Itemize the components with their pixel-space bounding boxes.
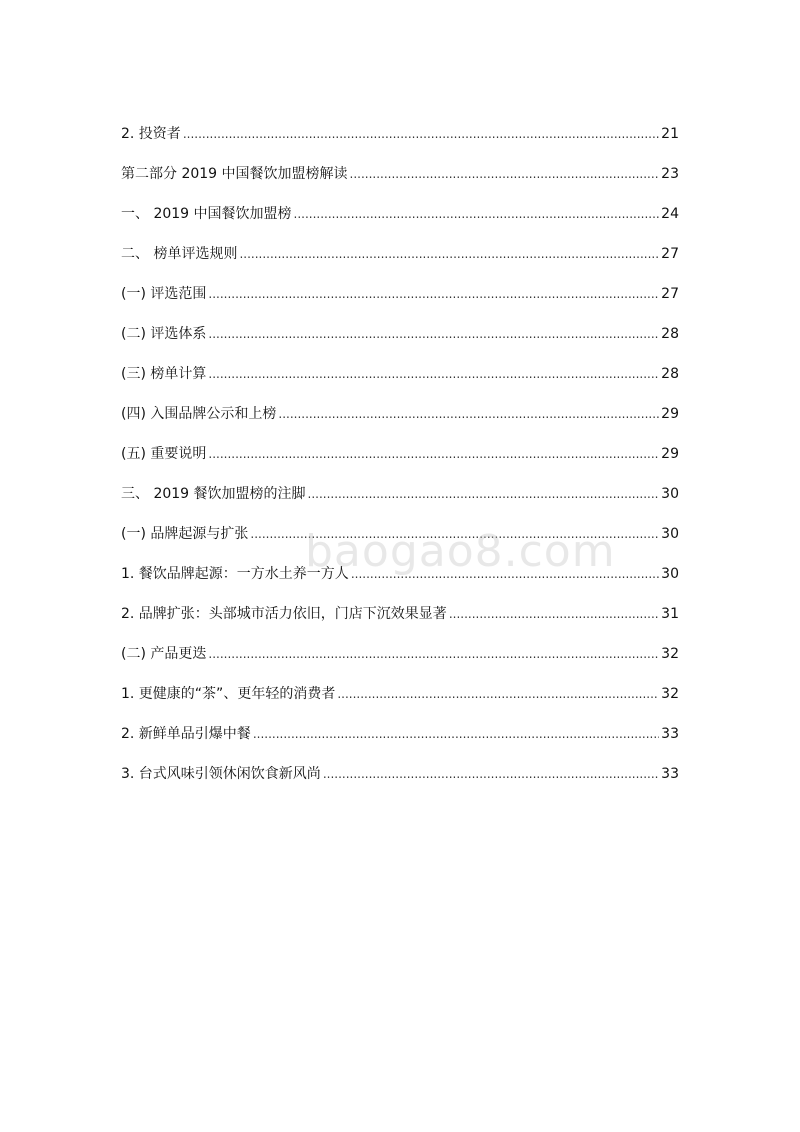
toc-entry-title: (五) 重要说明 — [121, 446, 207, 462]
toc-entry[interactable] — [121, 224, 679, 264]
toc-entry-page: 28 — [661, 366, 679, 382]
toc-entry-title: (一) 评选范围 — [121, 286, 207, 302]
toc-entry-title: (三) 榜单计算 — [121, 366, 207, 382]
toc-entry-title: 2. 品牌扩张：头部城市活力依旧，门店下沉效果显著 — [121, 606, 447, 622]
toc-entry[interactable] — [121, 744, 679, 784]
toc-entry-page: 23 — [661, 166, 679, 182]
toc-entry-page: 32 — [661, 686, 679, 702]
toc-dot-leader — [278, 404, 659, 424]
toc-entry-page: 29 — [661, 406, 679, 422]
toc-entry-title: 一、 2019 中国餐饮加盟榜 — [121, 206, 292, 222]
toc-entry-title: (一) 品牌起源与扩张 — [121, 526, 249, 542]
toc-entry-title: (四) 入围品牌公示和上榜 — [121, 406, 277, 422]
toc-dot-leader — [208, 644, 659, 664]
toc-dot-leader — [208, 324, 659, 344]
watermark: baogao8.com — [305, 526, 616, 577]
toc-dot-leader — [208, 284, 659, 304]
toc-entry-page: 30 — [661, 566, 679, 582]
toc-entry-page: 21 — [661, 126, 679, 142]
toc-entry[interactable] — [121, 504, 679, 544]
toc-entry-title: 三、 2019 餐饮加盟榜的注脚 — [121, 486, 306, 502]
toc-entry[interactable] — [121, 304, 679, 344]
toc-entry-page: 31 — [661, 606, 679, 622]
toc-entry-title: (二) 评选体系 — [121, 326, 207, 342]
toc-dot-leader — [351, 564, 659, 584]
toc-entry-title: (二) 产品更迭 — [121, 646, 207, 662]
toc-dot-leader — [308, 484, 659, 504]
toc-dot-leader — [253, 724, 659, 744]
toc-dot-leader — [350, 164, 659, 184]
table-of-contents — [121, 104, 679, 784]
toc-entry-page: 27 — [661, 286, 679, 302]
toc-entry[interactable] — [121, 264, 679, 304]
toc-entry[interactable] — [121, 144, 679, 184]
toc-entry-title: 第二部分 2019 中国餐饮加盟榜解读 — [121, 166, 348, 182]
toc-entry[interactable] — [121, 104, 679, 144]
toc-entry-title: 2. 新鲜单品引爆中餐 — [121, 726, 251, 742]
toc-entry-title: 二、 榜单评选规则 — [121, 246, 238, 262]
toc-entry-page: 27 — [661, 246, 679, 262]
toc-entry-title: 2. 投资者 — [121, 126, 181, 142]
toc-dot-leader — [250, 524, 659, 544]
toc-entry-page: 33 — [661, 726, 679, 742]
toc-entry-page: 30 — [661, 486, 679, 502]
toc-dot-leader — [208, 444, 659, 464]
toc-dot-leader — [337, 684, 659, 704]
toc-entry[interactable] — [121, 624, 679, 664]
toc-entry[interactable] — [121, 344, 679, 384]
toc-entry-title: 3. 台式风味引领休闲饮食新风尚 — [121, 766, 321, 782]
toc-dot-leader — [294, 204, 659, 224]
toc-entry-title: 1. 餐饮品牌起源：一方水土养一方人 — [121, 566, 349, 582]
toc-entry-page: 29 — [661, 446, 679, 462]
toc-entry-page: 30 — [661, 526, 679, 542]
toc-dot-leader — [323, 764, 659, 784]
toc-entry[interactable] — [121, 384, 679, 424]
toc-entry-page: 28 — [661, 326, 679, 342]
toc-dot-leader — [208, 364, 659, 384]
toc-entry[interactable] — [121, 464, 679, 504]
toc-entry[interactable] — [121, 704, 679, 744]
toc-entry[interactable] — [121, 664, 679, 704]
toc-entry[interactable] — [121, 584, 679, 624]
toc-entry-page: 24 — [661, 206, 679, 222]
toc-entry[interactable] — [121, 184, 679, 224]
toc-dot-leader — [183, 124, 659, 144]
toc-entry-title: 1. 更健康的“茶”、更年轻的消费者 — [121, 686, 336, 702]
toc-entry-page: 32 — [661, 646, 679, 662]
toc-dot-leader — [449, 604, 659, 624]
toc-dot-leader — [239, 244, 659, 264]
toc-entry-page: 33 — [661, 766, 679, 782]
toc-entry[interactable] — [121, 544, 679, 584]
toc-entry[interactable] — [121, 424, 679, 464]
